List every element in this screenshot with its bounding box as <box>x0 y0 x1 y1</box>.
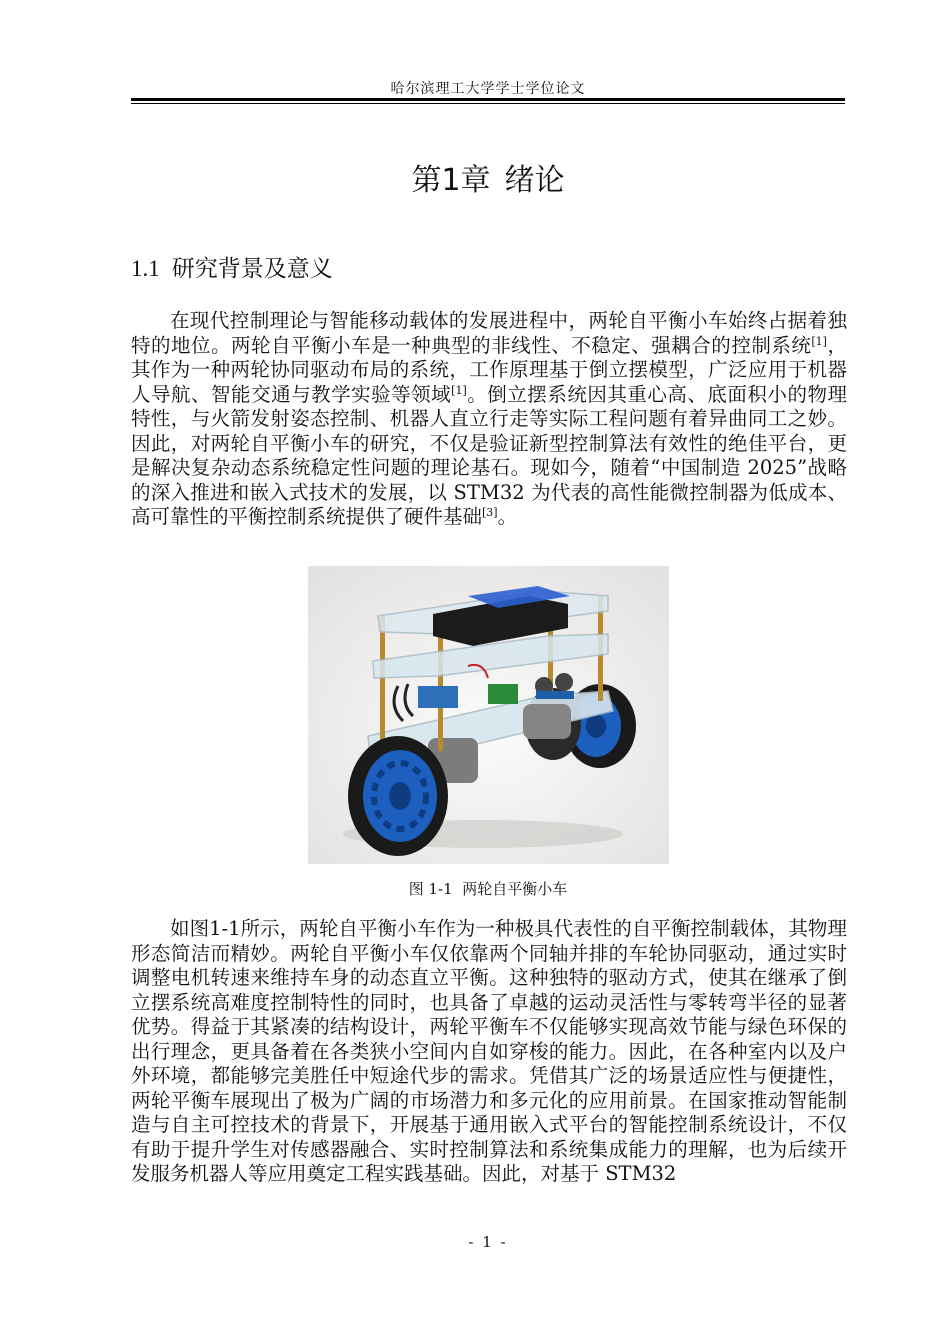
chapter-number: 第1章 <box>411 163 491 198</box>
section-number: 1.1 <box>131 256 160 281</box>
chapter-name: 绪论 <box>504 163 565 198</box>
citation-1: [1] <box>811 334 827 348</box>
page-number: - 1 - <box>468 1233 508 1251</box>
para1-text-4: 。 <box>497 505 518 528</box>
front-wheel <box>348 736 448 856</box>
para1-text-2: ，其作为一种两轮协同驱动布局的系统，工作原理基于倒立摆模型，广泛应用于机器人导航、智能交通与教学实验等领域 <box>131 333 847 406</box>
body-paragraph-1 <box>131 309 847 530</box>
section-heading <box>131 250 333 283</box>
header-rule-thin <box>131 103 845 104</box>
citation-2: [1] <box>451 383 467 397</box>
header-rule-thick <box>131 98 845 101</box>
para1-text-3: 。倒立摆系统因其重心高、底面积小的物理特性，与火箭发射姿态控制、机器人直立行走等实际工程问题有着异曲同工之妙。因此，对两轮自平衡小车的研究，不仅是验证新型控制算法有效性的绝佳平台，更是解决复杂动态系统稳定性问题的理论基石。现如今，随着“中国制造 2025”战略的深入推进和嵌入式技术的发展，以 STM32 为代表的高性能微控制器为低成本、高可靠性的平衡控制系统提供了硬件基础 <box>131 382 847 528</box>
figure-balance-car-photo <box>308 566 669 864</box>
balance-car-illustration <box>308 566 669 864</box>
para1-text-1: 在现代控制理论与智能移动载体的发展进程中，两轮自平衡小车始终占据着独特的地位。两轮自平衡小车是一种典型的非线性、不稳定、强耦合的控制系统 <box>131 309 847 357</box>
running-header: 哈尔滨理工大学学士学位论文 <box>390 81 586 97</box>
section-name: 研究背景及意义 <box>171 256 333 282</box>
figure-caption <box>0 878 950 899</box>
chapter-title <box>0 155 950 199</box>
figure-number: 图 1-1 <box>408 880 453 898</box>
figure-caption-text: 两轮自平衡小车 <box>462 880 568 898</box>
body-paragraph-2: 如图1-1所示，两轮自平衡小车作为一种极具代表性的自平衡控制载体，其物理形态简洁而精妙。两轮自平衡小车仅依靠两个同轴并排的车轮协同驱动，通过实时调整电机转速来维持车身的动态直立平衡。这种独特的驱动方式，使其在继承了倒立摆系统高难度控制特性的同时，也具备了卓越的运动灵活性与零转弯半径的显著优势。得益于其紧凑的结构设计，两轮平衡车不仅能够实现高效节能与绿色环保的出行理念，更具备着在各类狭小空间内自如穿梭的能力。因此，在各种室内以及户外环境，都能够完美胜任中短途代步的需求。凭借其广泛的场景适应性与便捷性，两轮平衡车展现出了极为广阔的市场潜力和多元化的应用前景。在国家推动智能制造与自主可控技术的背景下，开展基于通用嵌入式平台的智能控制系统设计，不仅有助于提升学生对传感器融合、实时控制算法和系统集成能力的理解，也为后续开发服务机器人等应用奠定工程实践基础。因此，对基于 STM32 <box>131 917 847 1185</box>
citation-3: [3] <box>482 506 498 519</box>
